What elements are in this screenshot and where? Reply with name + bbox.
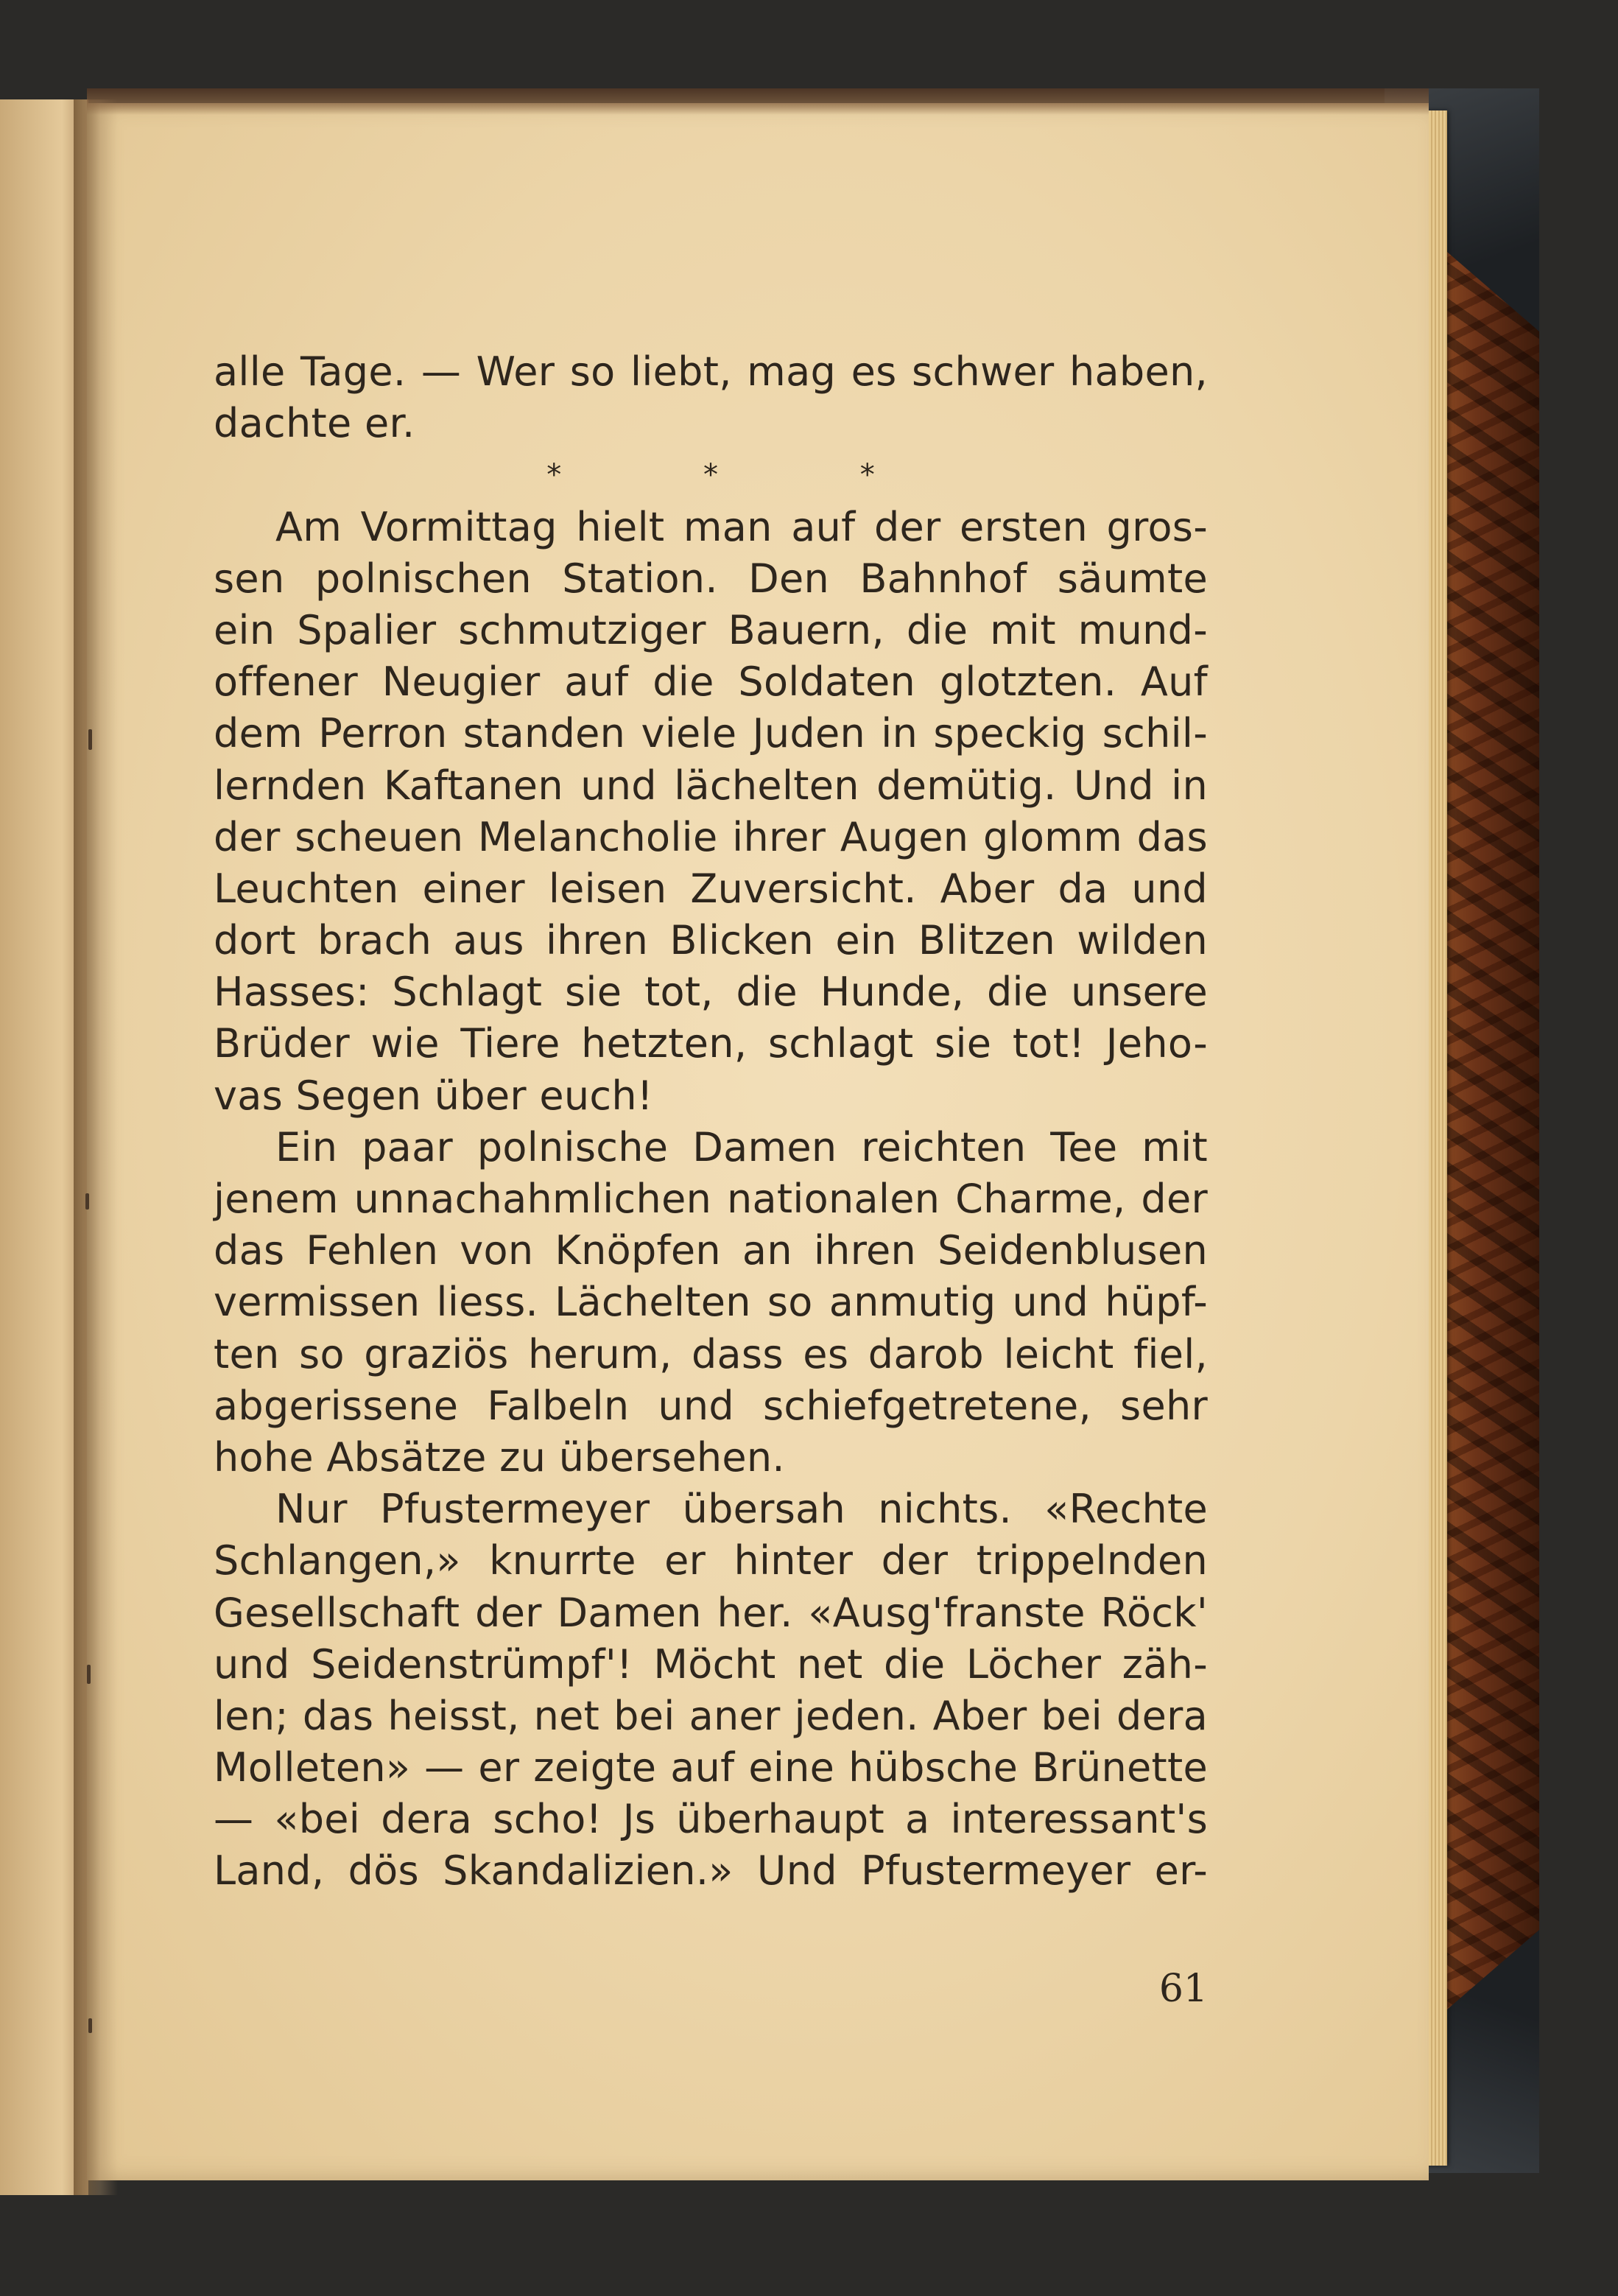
text-line: Gesellschaft der Damen her. «Ausg'franste Röck' xyxy=(214,1589,1208,1636)
book-gutter xyxy=(74,99,118,2195)
text-line: dachte er. xyxy=(214,400,415,447)
text-line: Hasses: Schlagt sie tot, die Hunde, die unsere xyxy=(214,969,1208,1016)
text-line: Nur Pfustermeyer übersah nichts. «Rechte xyxy=(275,1486,1208,1533)
page-top-shadow xyxy=(87,88,1429,115)
text-line: ten so graziös herum, dass es darob leicht fiel, xyxy=(214,1330,1208,1377)
text-line: jenem unnachahmlichen nationalen Charme, der xyxy=(214,1176,1208,1222)
text-line: Molleten» — er zeigte auf eine hübsche Brünette xyxy=(214,1744,1208,1791)
text-line: das Fehlen von Knöpfen an ihren Seidenblusen xyxy=(214,1227,1208,1274)
text-line: abgerissene Falbeln und schiefgetretene, sehr xyxy=(214,1382,1208,1429)
text-line: Ein paar polnische Damen reichten Tee mit xyxy=(275,1123,1208,1170)
text-line: Leuchten einer leisen Zuversicht. Aber da und xyxy=(214,865,1208,912)
text-line: Land, dös Skandalizien.» Und Pfustermeyer er- xyxy=(214,1847,1208,1895)
section-break: * * * xyxy=(546,458,941,493)
text-line: Brüder wie Tiere hetzten, schlagt sie tot! Jeho- xyxy=(214,1020,1208,1067)
text-line: alle Tage. — Wer so liebt, mag es schwer haben, xyxy=(214,348,1208,395)
margin-mark xyxy=(88,729,92,750)
text-line: ein Spalier schmutziger Bauern, die mit mund- xyxy=(214,606,1208,653)
text-line: lernden Kaftanen und lächelten demütig. Und in xyxy=(214,762,1208,809)
margin-mark xyxy=(85,1193,89,1210)
text-line: Schlangen,» knurrte er hinter der trippelnden xyxy=(214,1537,1208,1584)
text-line: sen polnischen Station. Den Bahnhof säumte xyxy=(214,555,1208,602)
text-line: der scheuen Melancholie ihrer Augen glomm das xyxy=(214,813,1208,860)
margin-mark xyxy=(88,2018,92,2033)
margin-mark xyxy=(87,1665,91,1684)
text-line: dem Perron standen viele Juden in speckig schil- xyxy=(214,710,1208,757)
body-text xyxy=(214,346,1208,1897)
text-line: dort brach aus ihren Blicken ein Blitzen wilden xyxy=(214,917,1208,964)
text-line: und Seidenstrümpf'! Möcht net die Löcher zäh- xyxy=(214,1640,1208,1688)
text-line: vermissen liess. Lächelten so anmutig und hüpf- xyxy=(214,1279,1208,1326)
text-line: len; das heisst, net bei aner jeden. Aber bei dera xyxy=(214,1692,1208,1739)
text-line: hohe Absätze zu übersehen. xyxy=(214,1433,785,1481)
page-number: 61 xyxy=(1158,1967,1208,2011)
text-line: Am Vormittag hielt man auf der ersten gros- xyxy=(275,503,1208,550)
text-line: vas Segen über euch! xyxy=(214,1072,653,1119)
text-line: — «bei dera scho! Js überhaupt a interessant's xyxy=(214,1796,1208,1843)
text-line: offener Neugier auf die Soldaten glotzten. Auf xyxy=(214,659,1208,706)
